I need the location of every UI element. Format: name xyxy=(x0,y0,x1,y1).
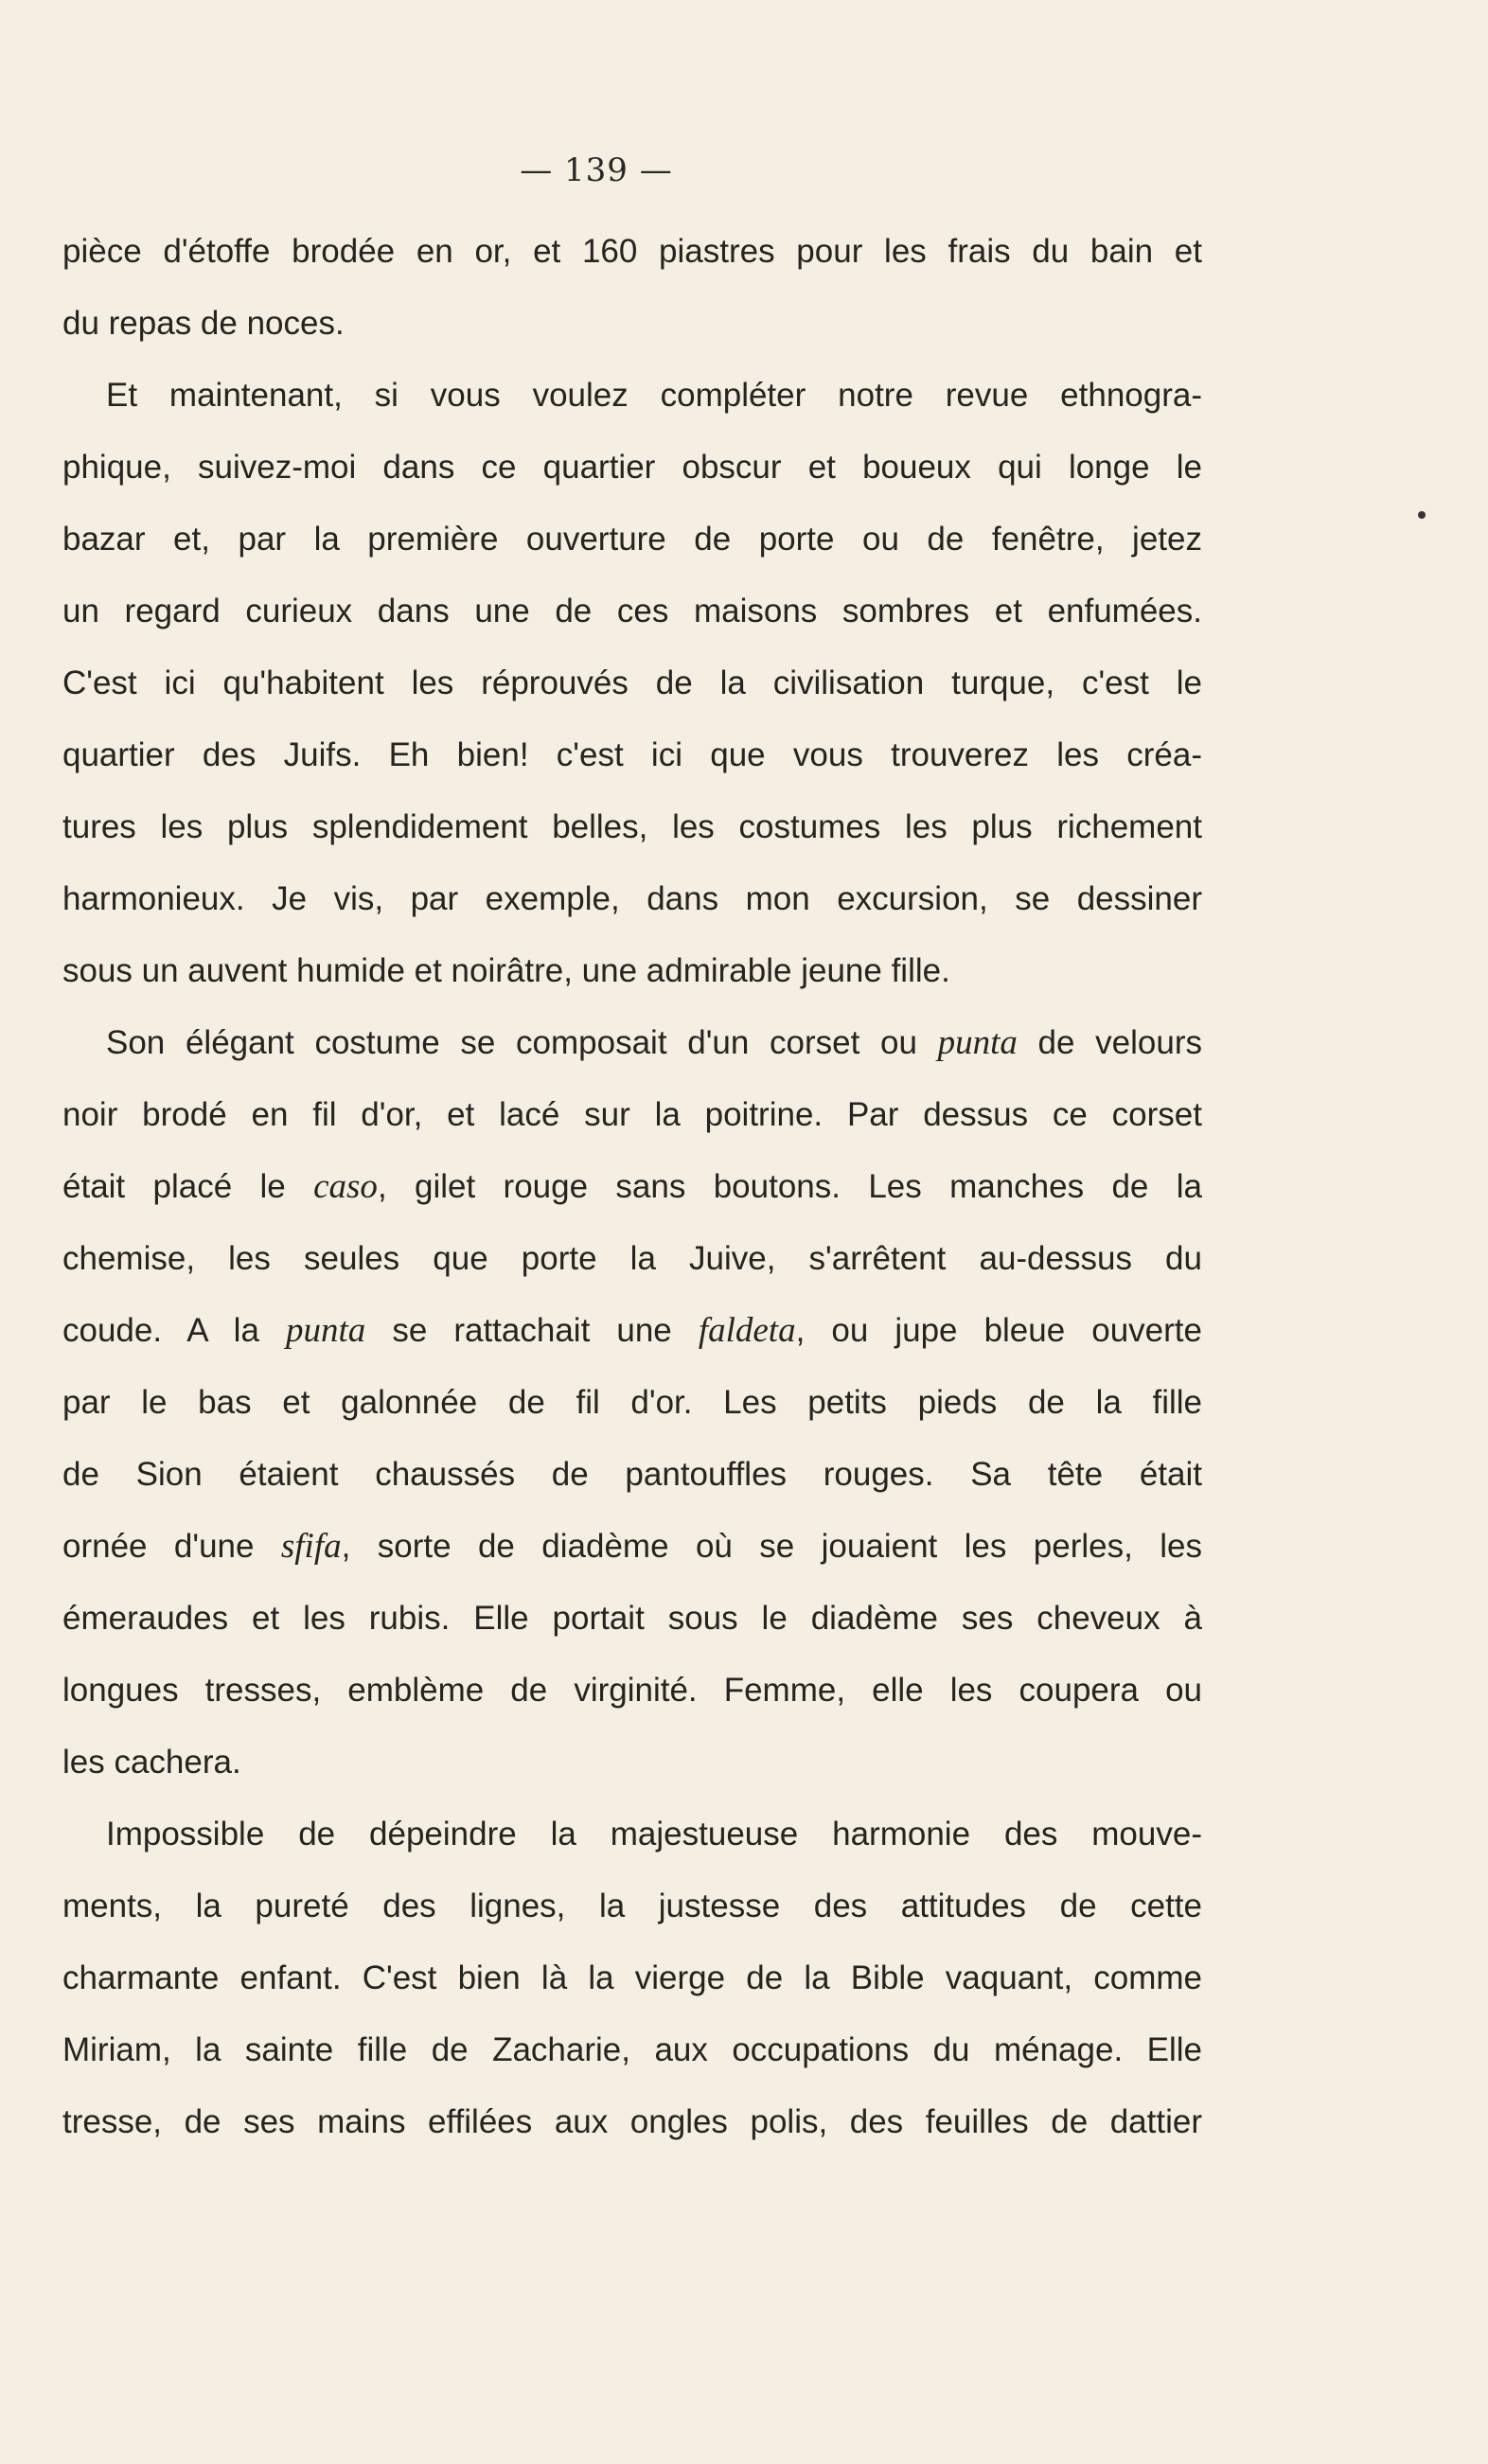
text-line: de Sion étaient chaussés de pantouffles rouges. Sa tête était xyxy=(62,1456,1202,1493)
text-line: chemise, les seules que porte la Juive, s'arrêtent au-dessus du xyxy=(62,1240,1202,1277)
text-line: du repas de noces. xyxy=(62,305,345,342)
ink-speck xyxy=(1418,511,1426,519)
italic-term: sfifa xyxy=(280,1527,342,1566)
text-line: tresse, de ses mains effilées aux ongles polis, des feuilles de dattier xyxy=(62,2103,1202,2140)
text-line: bazar et, par la première ouverture de porte ou de fenêtre, jetez xyxy=(62,521,1202,558)
italic-term: punta xyxy=(937,1023,1018,1062)
body-text xyxy=(62,216,1202,2158)
text-line: phique, suivez-moi dans ce quartier obscur et boueux qui longe le xyxy=(62,449,1202,486)
text-line: tures les plus splendidement belles, les costumes les plus richement xyxy=(62,808,1202,845)
text-line: Miriam, la sainte fille de Zacharie, aux occupations du ménage. Elle xyxy=(62,2031,1202,2068)
text-line: C'est ici qu'habitent les réprouvés de la civilisation turque, c'est le xyxy=(62,665,1202,701)
text-line: coude. A la punta se rattachait une faldeta, ou jupe bleue ouverte xyxy=(62,1311,1202,1350)
text-line: un regard curieux dans une de ces maisons sombres et enfumées. xyxy=(62,593,1202,629)
text-line: pièce d'étoffe brodée en or, et 160 piastres pour les frais du bain et xyxy=(62,233,1202,270)
paragraph-start: Impossible de dépeindre la majestueuse harmonie des mouve- xyxy=(106,1816,1202,1852)
text-line: les cachera. xyxy=(62,1744,241,1781)
italic-term: punta xyxy=(285,1311,366,1350)
text-line: par le bas et galonnée de fil d'or. Les petits pieds de la fille xyxy=(62,1384,1202,1421)
text-line: sous un auvent humide et noirâtre, une admirable jeune fille. xyxy=(62,952,950,989)
text-line: longues tresses, emblème de virginité. Femme, elle les coupera ou xyxy=(62,1672,1202,1709)
italic-term: faldeta xyxy=(698,1311,796,1350)
text-line: ornée d'une sfifa, sorte de diadème où se jouaient les perles, les xyxy=(62,1527,1202,1566)
paragraph-start: Et maintenant, si vous voulez compléter notre revue ethnogra- xyxy=(106,377,1202,414)
text-line: charmante enfant. C'est bien là la vierge de la Bible vaquant, comme xyxy=(62,1959,1202,1996)
text-line: noir brodé en fil d'or, et lacé sur la poitrine. Par dessus ce corset xyxy=(62,1096,1202,1133)
page-number: — 139 — xyxy=(520,151,673,189)
text-line: harmonieux. Je vis, par exemple, dans mon excursion, se dessiner xyxy=(62,880,1202,917)
text-line: quartier des Juifs. Eh bien! c'est ici que vous trouverez les créa- xyxy=(62,736,1202,773)
text-line: était placé le caso, gilet rouge sans boutons. Les manches de la xyxy=(62,1167,1202,1206)
italic-term: caso xyxy=(313,1167,378,1206)
text-line: émeraudes et les rubis. Elle portait sous le diadème ses cheveux à xyxy=(62,1600,1202,1637)
paragraph-start: Son élégant costume se composait d'un corset ou punta de velours xyxy=(106,1023,1202,1062)
text-line: ments, la pureté des lignes, la justesse des attitudes de cette xyxy=(62,1888,1202,1924)
